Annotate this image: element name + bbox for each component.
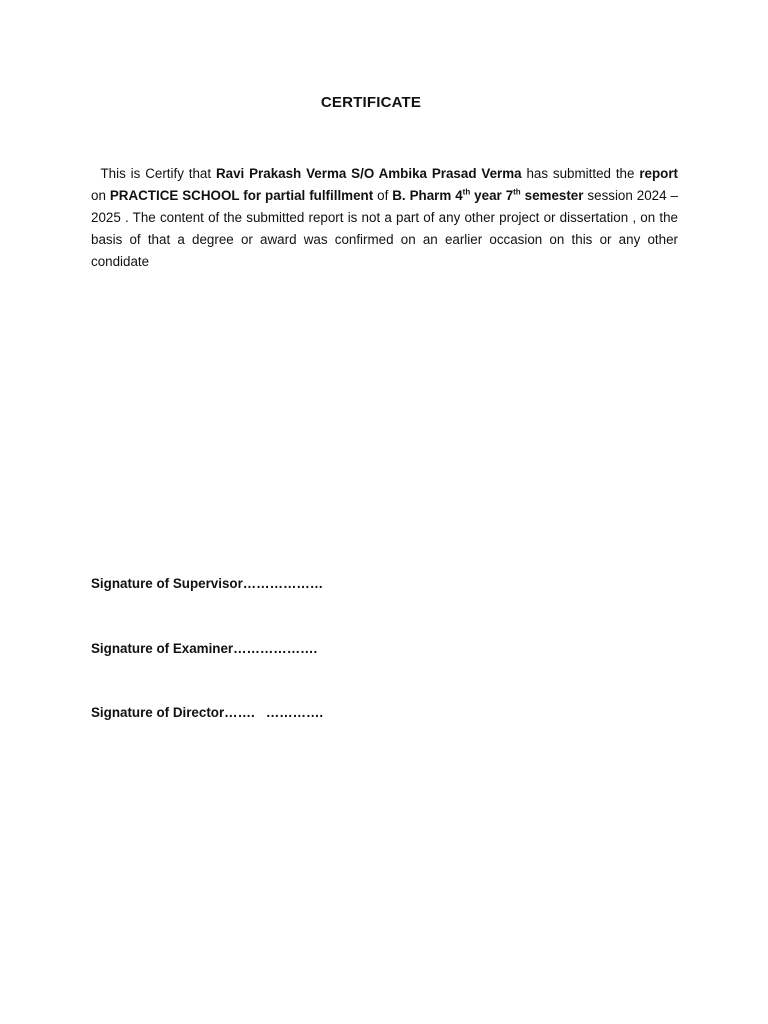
examiner-signature-line: Signature of Examiner……………….	[91, 641, 318, 656]
director-signature-line: Signature of Director……. ………….	[91, 705, 324, 720]
page-title: CERTIFICATE	[320, 94, 422, 111]
body-text-1: This is Certify that	[100, 166, 216, 181]
course-superscript: th	[462, 187, 471, 197]
supervisor-signature-line: Signature of Supervisor………………	[91, 576, 324, 591]
student-name: Ravi Prakash Verma S/O Ambika Prasad Verma	[215, 166, 522, 181]
body-text-2: has submitted the	[521, 166, 640, 181]
semester-text: semester	[520, 188, 584, 203]
body-text-4: of	[373, 188, 393, 203]
body-text-3: on	[91, 188, 110, 203]
report-word: report	[639, 166, 679, 181]
year-text: year 7	[470, 188, 514, 203]
practice-school-text: PRACTICE SCHOOL for partial fulfillment	[109, 188, 374, 203]
year-superscript: th	[513, 187, 521, 197]
body-text-5: session 2024 – 2025 . The content of the submitted report is not a part of any other project or dissertation , on the basis of that a degree or award was confirmed on an earlier occasion on this or any other condidate	[91, 188, 678, 269]
certificate-body	[91, 163, 678, 273]
course-text: B. Pharm 4	[392, 188, 463, 203]
course-name	[392, 188, 583, 203]
paragraph-indent	[91, 166, 101, 181]
